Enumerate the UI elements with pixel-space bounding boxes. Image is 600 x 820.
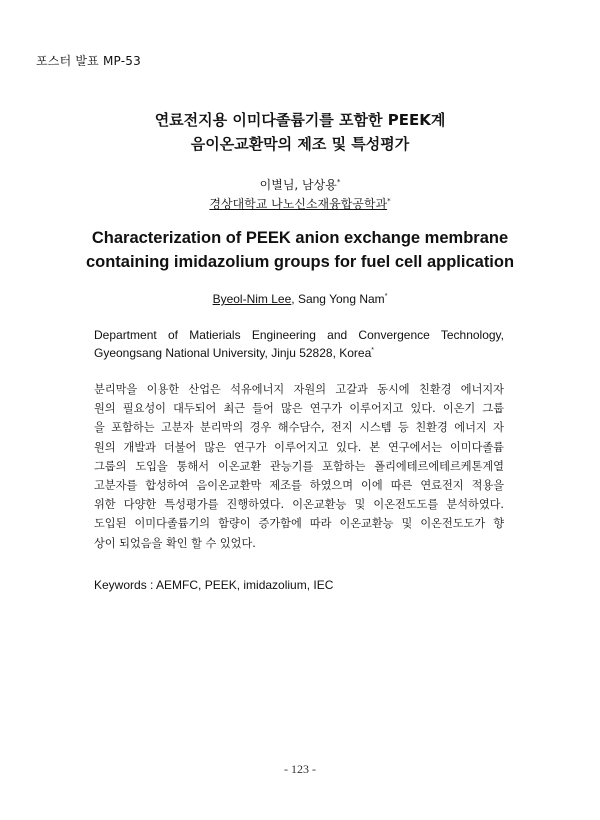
corresponding-author-mark: * (336, 178, 341, 186)
korean-title (0, 108, 600, 156)
english-affiliation-line-2-wrap (94, 344, 504, 362)
korean-title-line-1: 연료전지용 이미다졸륨기를 포함한 PEEK계 (154, 111, 446, 129)
affiliation-mark: * (387, 197, 391, 205)
korean-title-line-2: 음이온교환막의 제조 및 특성평가 (190, 135, 410, 153)
abstract-line: 분리막을 이용한 산업은 석유에너지 자원의 고갈과 동시에 친환경 에너지자 (94, 383, 504, 396)
korean-authors (0, 176, 600, 193)
abstract-line: 상이 되었음을 확인 할 수 있었다. (94, 536, 256, 550)
corresponding-author-mark-en: * (384, 293, 388, 300)
abstract-body (94, 380, 504, 553)
second-author: Sang Yong Nam (297, 292, 385, 306)
abstract-line: 그룹의 도입을 통해서 이온교환 관능기를 포함하는 폴리에테르에테르케톤계열 (94, 459, 504, 473)
poster-session-tag: 포스터 발표 MP-53 (36, 54, 141, 68)
english-title-line-1: Characterization of PEEK anion exchange membrane (91, 229, 509, 247)
english-authors (0, 292, 600, 306)
korean-affiliation-text: 경상대학교 나노신소재융합공학과 (209, 197, 388, 211)
korean-author-names: 이별님, 남상용 (259, 178, 337, 192)
abstract-line: 원의 필요성이 대두되어 최근 들어 많은 연구가 이루어지고 있다. 이온기 그룹 (94, 402, 504, 416)
abstract-line: 원의 개발과 더불어 많은 연구가 이루어지고 있다. 본 연구에서는 이미다졸륨 (94, 440, 504, 454)
english-affiliation-line-1: Department of Matierials Engineering and Convergence Technology, (94, 328, 504, 342)
abstract-line: 위한 다양한 특성평가를 진행하였다. 이온교환능 및 이온전도도를 분석하였다. (94, 498, 504, 512)
english-title-line-2: containing imidazolium groups for fuel cell application (85, 253, 515, 271)
keywords: Keywords : AEMFC, PEEK, imidazolium, IEC (94, 578, 334, 592)
english-affiliation (94, 326, 504, 362)
abstract-line: 고분자를 합성하여 음이온교환막 제조를 하였으며 이에 따른 연료전지 적용을 (94, 479, 504, 493)
page-number: - 123 - (284, 762, 316, 776)
first-author: Byeol-Nim Lee (212, 292, 292, 306)
abstract-line: 을 포함하는 고분자 분리막의 경우 해수담수, 전지 시스템 등 친환경 에너지 자 (94, 421, 504, 435)
english-title (0, 226, 600, 274)
korean-affiliation (0, 195, 600, 212)
abstract-line: 도입된 이미다졸륨기의 함량이 증가함에 따라 이온교환능 및 이온전도도가 향 (94, 517, 504, 531)
affiliation-mark-en: * (371, 347, 375, 354)
author-separator: , (291, 292, 298, 306)
english-affiliation-line-2: Gyeongsang National University, Jinju 52828, Korea (94, 346, 372, 360)
